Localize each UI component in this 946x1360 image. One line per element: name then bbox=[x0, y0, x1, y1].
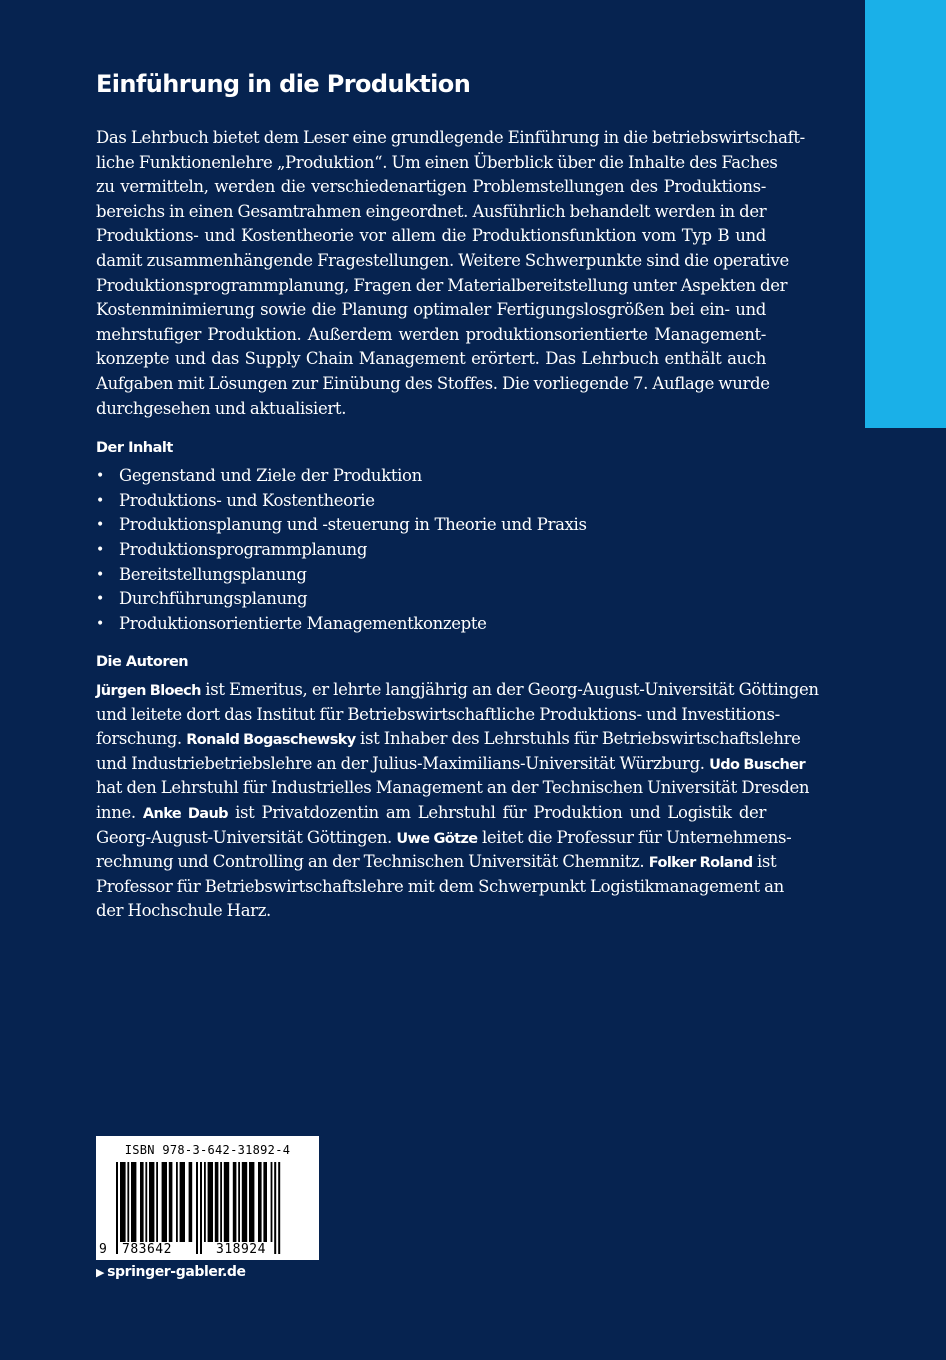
description-line: mehrstufiger Produktion. Außerdem werden produktionsorientierte Management- bbox=[96, 324, 766, 344]
contents-item bbox=[96, 563, 587, 588]
authors-line bbox=[96, 899, 766, 924]
bullet-icon: • bbox=[96, 517, 104, 534]
barcode-bar bbox=[180, 1162, 185, 1242]
barcode-bar bbox=[169, 1162, 173, 1242]
barcode-bar bbox=[271, 1162, 273, 1242]
author-name: Jürgen Bloech bbox=[96, 683, 201, 699]
contents-item-label: Produktionsorientierte Managementkonzepte bbox=[119, 614, 487, 634]
authors-text-segment: rechnung und Controlling an der Technischen Universität Chemnitz. bbox=[96, 852, 649, 872]
contents-item-label: Produktionsprogrammplanung bbox=[119, 540, 368, 560]
barcode-bars bbox=[116, 1162, 306, 1254]
description-line: durchgesehen und aktualisiert. bbox=[96, 398, 347, 418]
authors-line bbox=[96, 752, 806, 777]
barcode-bar bbox=[156, 1162, 158, 1242]
bullet-icon: • bbox=[96, 492, 104, 509]
barcode-bar bbox=[215, 1162, 219, 1242]
author-name: Udo Buscher bbox=[709, 756, 806, 773]
bullet-icon: • bbox=[96, 591, 104, 608]
contents-item bbox=[96, 513, 587, 538]
description-line: konzepte und das Supply Chain Management erörtert. Das Lehrbuch enthält auch bbox=[96, 349, 766, 369]
barcode-bar bbox=[196, 1162, 198, 1254]
authors-text-segment: der Hochschule Harz. bbox=[96, 901, 271, 921]
authors-text-segment: ist Emeritus, er lehrte langjährig an der Georg-August-Universität Göttingen bbox=[200, 680, 819, 699]
barcode-digits-right: 318924 bbox=[213, 1242, 269, 1257]
authors-text-segment: Professor für Betriebswirtschaftslehre mit dem Schwerpunkt Logistikmanagement an bbox=[96, 876, 784, 896]
barcode-bar bbox=[131, 1162, 136, 1242]
arrow-right-icon: ▶ bbox=[96, 1266, 105, 1279]
contents-item-label: Gegenstand und Ziele der Produktion bbox=[119, 466, 422, 485]
contents-item bbox=[96, 464, 587, 489]
description-line: Produktions- und Kostentheorie vor allem die Produktionsfunktion vom Typ B und bbox=[96, 226, 766, 246]
authors-line bbox=[96, 801, 766, 826]
barcode-bar bbox=[258, 1162, 262, 1242]
accent-color-bar bbox=[865, 0, 946, 428]
bullet-icon: • bbox=[96, 542, 104, 559]
author-name: Folker Roland bbox=[648, 855, 753, 872]
barcode-bar bbox=[149, 1162, 154, 1242]
barcode-bar bbox=[204, 1162, 206, 1242]
isbn-barcode bbox=[96, 1136, 319, 1260]
barcode-bar bbox=[233, 1162, 237, 1242]
contents-item bbox=[96, 587, 587, 612]
authors-text-segment: ist Privatdozentin am Lehrstuhl für Produktion und Logistik der bbox=[227, 802, 766, 822]
publisher-website[interactable] bbox=[96, 1264, 246, 1280]
contents-item-label: Bereitstellungsplanung bbox=[119, 564, 307, 584]
authors-text-segment: leitet die Professur für Unternehmens- bbox=[477, 827, 792, 847]
author-name: Uwe Götze bbox=[396, 830, 478, 847]
barcode-bar bbox=[274, 1162, 276, 1254]
description-line: Produktionsprogrammplanung, Fragen der Materialbereitstellung unter Aspekten der bbox=[96, 275, 788, 295]
author-name: Anke Daub bbox=[142, 805, 228, 822]
contents-item-label: Produktions- und Kostentheorie bbox=[119, 490, 375, 510]
contents-item bbox=[96, 612, 587, 637]
barcode-bar bbox=[122, 1162, 126, 1242]
description-line: bereichs in einen Gesamtrahmen eingeordnet. Ausführlich behandelt werden in der bbox=[96, 201, 767, 221]
authors-text-segment: hat den Lehrstuhl für Industrielles Management an der Technischen Universität Dresden bbox=[96, 778, 810, 798]
barcode-bar bbox=[242, 1162, 247, 1242]
barcode-bar bbox=[120, 1162, 122, 1254]
authors-text bbox=[96, 678, 819, 924]
barcode-bar bbox=[224, 1162, 229, 1242]
authors-line bbox=[96, 826, 792, 851]
description-line: Aufgaben mit Lösungen zur Einübung des Stoffes. Die vorliegende 7. Auflage wurde bbox=[96, 373, 770, 393]
barcode-digits-left: 783642 bbox=[119, 1242, 175, 1257]
bullet-icon: • bbox=[96, 616, 104, 633]
authors-line bbox=[96, 850, 777, 875]
authors-text-segment: inne. bbox=[96, 802, 143, 822]
contents-item bbox=[96, 538, 587, 563]
book-description bbox=[96, 126, 805, 421]
isbn-label: ISBN 978-3-642-31892-4 bbox=[124, 1143, 291, 1157]
contents-heading: Der Inhalt bbox=[96, 440, 173, 456]
authors-text-segment: ist Inhaber des Lehrstuhls für Betriebswirtschaftslehre bbox=[355, 729, 801, 749]
bullet-icon: • bbox=[96, 468, 104, 484]
authors-line bbox=[96, 703, 780, 728]
barcode-bar bbox=[140, 1162, 144, 1242]
contents-item-label: Durchführungsplanung bbox=[119, 589, 308, 609]
website-url: springer-gabler.de bbox=[107, 1264, 246, 1280]
contents-item-label: Produktionsplanung und -steuerung in Theorie und Praxis bbox=[119, 515, 587, 535]
authors-heading: Die Autoren bbox=[96, 654, 189, 670]
barcode-bar bbox=[189, 1162, 193, 1242]
description-line: Das Lehrbuch bietet dem Leser eine grundlegende Einführung in die betriebswirtschaft- bbox=[96, 128, 805, 147]
barcode-bar bbox=[176, 1162, 178, 1242]
barcode-bar bbox=[238, 1162, 240, 1242]
barcode-digit-first: 9 bbox=[99, 1242, 108, 1257]
description-line: Kostenminimierung sowie die Planung optimaler Fertigungslosgrößen bei ein- und bbox=[96, 300, 766, 320]
barcode-bar bbox=[249, 1162, 254, 1242]
barcode-bar bbox=[278, 1162, 280, 1254]
authors-text-segment: Georg-August-Universität Göttingen. bbox=[96, 827, 397, 847]
description-line: liche Funktionenlehre „Produktion“. Um einen Überblick über die Inhalte des Faches bbox=[96, 152, 778, 172]
author-name: Ronald Bogaschewsky bbox=[186, 732, 356, 749]
authors-line bbox=[96, 776, 810, 801]
barcode-bar bbox=[263, 1162, 267, 1242]
bullet-icon: • bbox=[96, 566, 104, 583]
authors-text-segment: ist bbox=[752, 852, 777, 872]
description-line: damit zusammenhängende Fragestellungen. Weitere Schwerpunkte sind die operative bbox=[96, 250, 789, 270]
contents-list bbox=[96, 464, 587, 637]
barcode-bar bbox=[208, 1162, 213, 1242]
authors-line bbox=[96, 727, 801, 752]
barcode-bar bbox=[200, 1162, 202, 1254]
description-line: zu vermitteln, werden die verschiedenartigen Problemstellungen des Produktions- bbox=[96, 177, 766, 197]
authors-text-segment: und Industriebetriebslehre an der Julius-Maximilians-Universität Würzburg. bbox=[96, 753, 710, 773]
barcode-bar bbox=[162, 1162, 167, 1242]
authors-line bbox=[96, 678, 819, 703]
authors-text-segment: und leitete dort das Institut für Betriebswirtschaftliche Produktions- und Investitions- bbox=[96, 704, 780, 724]
barcode-bar bbox=[116, 1162, 118, 1254]
contents-item bbox=[96, 489, 587, 514]
book-title: Einführung in die Produktion bbox=[96, 70, 471, 98]
barcode-bar bbox=[145, 1162, 147, 1242]
authors-text-segment: forschung. bbox=[96, 729, 187, 749]
authors-line bbox=[96, 875, 784, 900]
barcode-bar bbox=[127, 1162, 129, 1242]
barcode-bar bbox=[220, 1162, 222, 1242]
